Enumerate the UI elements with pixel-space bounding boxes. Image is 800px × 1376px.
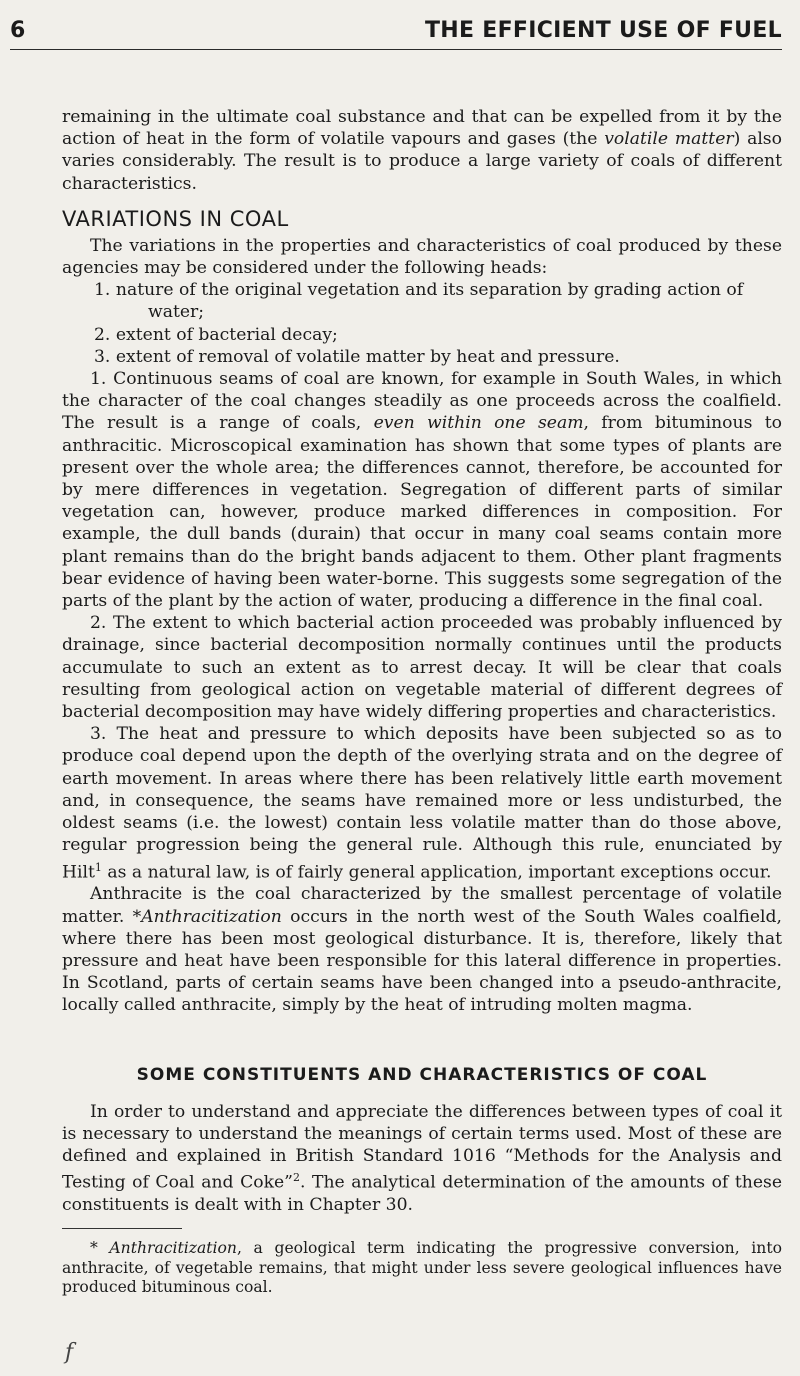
page-number: 6 [10,18,26,43]
intro-emphasis: volatile matter [604,129,734,150]
page [10,18,782,1298]
running-header [10,18,782,50]
section-heading-variations: VARIATIONS IN COAL [62,206,289,231]
paragraph-2: 2. The extent to which bacterial action proceeded was probably influenced by drainage, since bacterial decomposition normally continues until the products accumulate to such an extent as to arrest decay. It will be clear that coals resulting from geological action on vegetable material of different degrees of bacterial decomposition may have widely differing properties and characteristics. [62,613,782,723]
stray-mark: f [65,1340,74,1365]
intro-text-a: remaining in the ultimate coal substance and that can be expelled from it by the action of heat in the form of volatile vapours and gases (the [62,107,782,150]
list-item: 1. nature of the original vegetation and its separation by grading action of water; [94,280,744,323]
paragraph-4: Anthracite is the coal characterized by the smallest percentage of volatile matter. *Anthracitization occurs in the north west of the South Wales coalfield, where there has been most geological disturbance. It is, therefore, likely that pressure and heat have been responsible for this lateral difference in properties. In Scotland, parts of certain seams have been changed into a pseudo-anthracite, locally called anthracite, simply by the heat of intruding molten magma. [62,884,782,1016]
footnote: * Anthracitization, a geological term indicating the progressive conversion, into anthracite, of vegetable remains, that might under less severe geological influences have produced bituminous coal. [62,1239,782,1297]
running-title: THE EFFICIENT USE OF FUEL [424,18,782,43]
intro-text-b: ) also varies considerably. The result is to produce a large variety of coals of different characteristics. [62,129,782,194]
emphasis-anthracitization: Anthracitization [141,906,282,927]
emphasis-within-seam: even within one seam [373,413,584,434]
paragraph-1: 1. Continuous seams of coal are known, for example in South Wales, in which the character of the coal changes steadily as one proceeds across the coalfield. The result is a range of coals, even within one seam, from bituminous to anthracitic. Microscopical examination has shown that some types of plants are present over the whole area; the differences cannot, therefore, be accounted for by mere differences in vegetation. Segregation of different parts of similar vegetation can, however, produce marked differences in composition. For example, the dull bands (durain) that occur in many coal seams contain more plant remains than do the bright bands adjacent to them. Other plant fragments bear evidence of having been water-borne. This suggests some segregation of the parts of the plant by the action of water, producing a difference in the final coal. [62,369,782,612]
intro-paragraph [62,106,782,195]
section-heading-constituents: SOME CONSTITUENTS AND CHARACTERISTICS OF COAL [136,1064,708,1085]
reference-mark-2: 2 [292,1171,300,1185]
list-item: 2. extent of bacterial decay; [94,324,338,345]
paragraph-3: 3. The heat and pressure to which deposits have been subjected so as to produce coal depend upon the depth of the overlying strata and on the degree of earth movement. In areas where there has been relatively little earth movement and, in consequence, the seams have remained more or less undisturbed, the oldest seams (i.e. the lowest) contain less volatile matter than do those above, regular progression being the general rule. Although this rule, enunciated by Hilt$^1$ as a natural law, is of fairly general application, important exceptions occur. [62,724,782,883]
list-item: 3. extent of removal of volatile matter by heat and pressure. [94,346,620,367]
section1-lead: The variations in the properties and characteristics of coal produced by these agencies may be considered under the following heads: [62,235,782,279]
reference-mark-1: 1 [94,860,102,874]
paragraph-constituents: In order to understand and appreciate the differences between types of coal it is necessary to understand the meanings of certain terms used. Most of these are defined and explained in British Standard 1016 “Methods for the Analysis and Testing of Coal and Coke”$^2$. The analytical determination of the amounts of these constituents is dealt with in Chapter 30. [62,1101,782,1216]
heads-list [62,279,782,368]
footnote-divider [62,1228,182,1229]
